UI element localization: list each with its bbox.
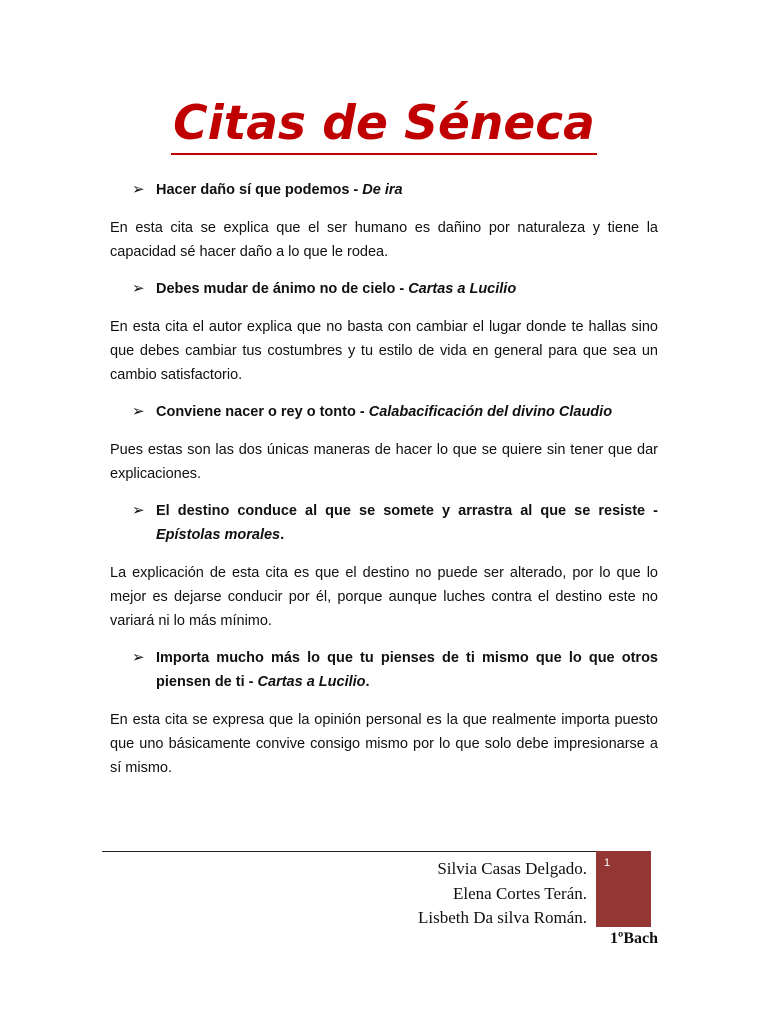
- quote-item: [110, 400, 658, 424]
- quotes-section: [110, 178, 658, 793]
- footer-divider: [102, 851, 596, 852]
- arrow-bullet-icon: ➢: [132, 403, 145, 420]
- quote-source: Calabacificación del divino Claudio: [368, 404, 613, 420]
- quote-explanation: En esta cita se expresa que la opinión personal es la que realmente importa puesto que uno básicamente convive consigo mismo por lo que solo debe impresionarse a sí mismo.: [110, 712, 658, 776]
- quote-text: Importa mucho más lo que tu pienses de ti mismo que lo que otros piensen de ti: [156, 650, 658, 690]
- quote-text: Debes mudar de ánimo no de cielo: [156, 281, 396, 297]
- quote-ending: .: [365, 674, 370, 690]
- quote-explanation: La explicación de esta cita es que el destino no puede ser alterado, por lo que lo mejor es dejarse conducir por él, porque aunque luches contra el destino este no variará ni lo más mínimo.: [110, 565, 658, 629]
- quote-source: Epístolas morales: [156, 527, 281, 543]
- quote-explanation: En esta cita el autor explica que no basta con cambiar el lugar donde te hallas sino que debes cambiar tus costumbres y tu estilo de vida en general para que sea un cambio satisfactorio.: [110, 319, 658, 383]
- arrow-bullet-icon: ➢: [132, 280, 145, 297]
- author-name: Elena Cortes Terán.: [453, 883, 587, 903]
- quote-ending: .: [280, 527, 285, 543]
- quote-source: Cartas a Lucilio: [408, 281, 517, 297]
- arrow-bullet-icon: ➢: [132, 649, 145, 666]
- author-name: Silvia Casas Delgado.: [437, 859, 587, 878]
- document-title: [0, 92, 768, 156]
- page-number-box: [596, 851, 651, 927]
- quote-separator: -: [645, 503, 659, 519]
- arrow-bullet-icon: ➢: [132, 181, 145, 198]
- quote-text: Conviene nacer o rey o tonto: [156, 404, 356, 420]
- quote-separator: -: [244, 674, 258, 690]
- course-label: 1ºBach: [610, 930, 658, 947]
- quote-separator: -: [349, 182, 363, 198]
- page-number: 1: [604, 857, 611, 869]
- quote-item: [110, 499, 658, 547]
- document-title-text: Citas de Séneca: [171, 95, 597, 155]
- quote-explanation: Pues estas son las dos únicas maneras de hacer lo que se quiere sin tener que dar explicaciones.: [110, 442, 658, 482]
- quote-separator: -: [355, 404, 369, 420]
- quote-source: De ira: [362, 182, 403, 198]
- quote-explanation: En esta cita se explica que el ser humano es dañino por naturaleza y tiene la capacidad sé hacer daño a lo que le rodea.: [110, 220, 658, 260]
- quote-text: El destino conduce al que se somete y arrastra al que se resiste: [156, 503, 646, 519]
- quote-item: [110, 178, 658, 202]
- author-name: Lisbeth Da silva Román.: [417, 908, 587, 927]
- authors-block: [330, 857, 587, 931]
- quote-text: Hacer daño sí que podemos: [156, 182, 350, 198]
- quote-source: Cartas a Lucilio: [257, 674, 366, 690]
- arrow-bullet-icon: ➢: [132, 502, 145, 519]
- quote-item: [110, 646, 658, 694]
- quote-item: [110, 277, 658, 301]
- quote-separator: -: [395, 281, 409, 297]
